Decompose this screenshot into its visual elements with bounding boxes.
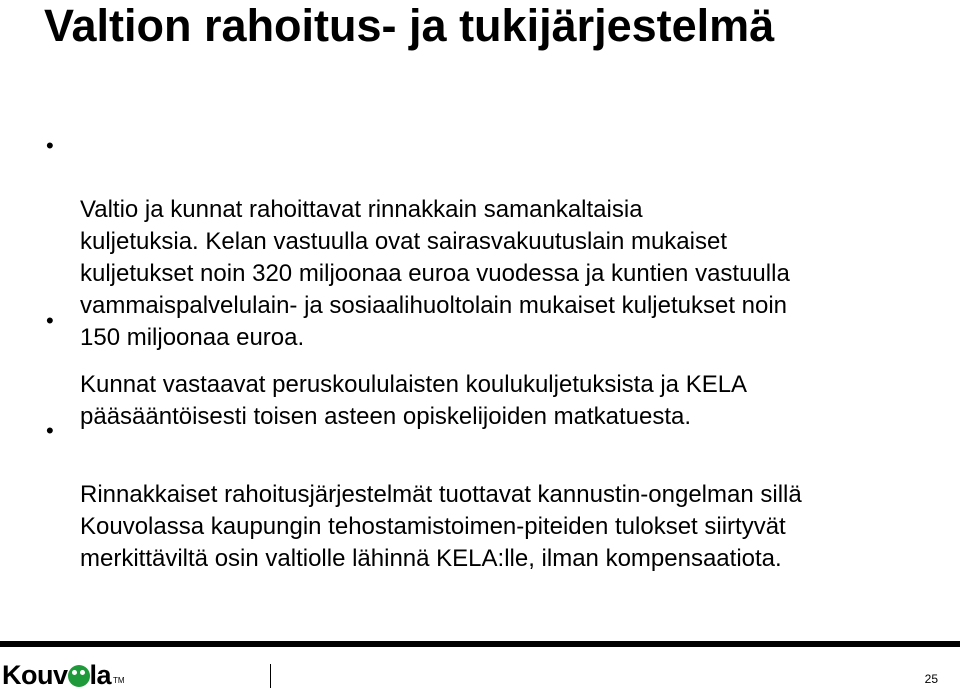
bullet-icon: • (46, 418, 54, 443)
bullet-item (46, 415, 940, 575)
slide-title: Valtion rahoitus- ja tukijärjestelmä (44, 0, 775, 51)
footer-divider (0, 641, 960, 647)
logo-trademark: TM (113, 676, 125, 685)
logo-text-prefix: Kouv (2, 660, 68, 690)
logo-face-icon (68, 665, 90, 687)
bullet-item (46, 305, 940, 433)
bullet-text: Rinnakkaiset rahoitusjärjestelmät tuottavat kannustin-ongelman sillä Kouvolassa kaupungin tehostamistoimen-piteiden tulokset siirtyvät merkittäviltä osin valtiolle lähinnä KELA:lle, ilman kompensaatiota. (80, 481, 802, 572)
bullet-text: Valtio ja kunnat rahoittavat rinnakkain samankaltaisia kuljetuksia. Kelan vastuulla ovat sairasvakuutuslain mukaiset kuljetukset noin 320 miljoonaa euroa vuodessa ja kuntien vastuulla vammaispalvelulain- ja sosiaalihuoltolain mukaiset kuljetukset noin 150 miljoonaa euroa. (80, 196, 790, 351)
bullet-text: Kunnat vastaavat peruskoululaisten koulukuljetuksista ja KELA pääsääntöisesti toisen asteen opiskelijoiden matkatuesta. (80, 371, 748, 430)
bullet-icon: • (46, 308, 54, 333)
logo-text-suffix: la (89, 660, 112, 690)
kouvola-logo (2, 656, 125, 690)
page-number: 25 (924, 672, 938, 686)
footer-separator (270, 664, 271, 688)
bullet-icon: • (46, 133, 54, 158)
